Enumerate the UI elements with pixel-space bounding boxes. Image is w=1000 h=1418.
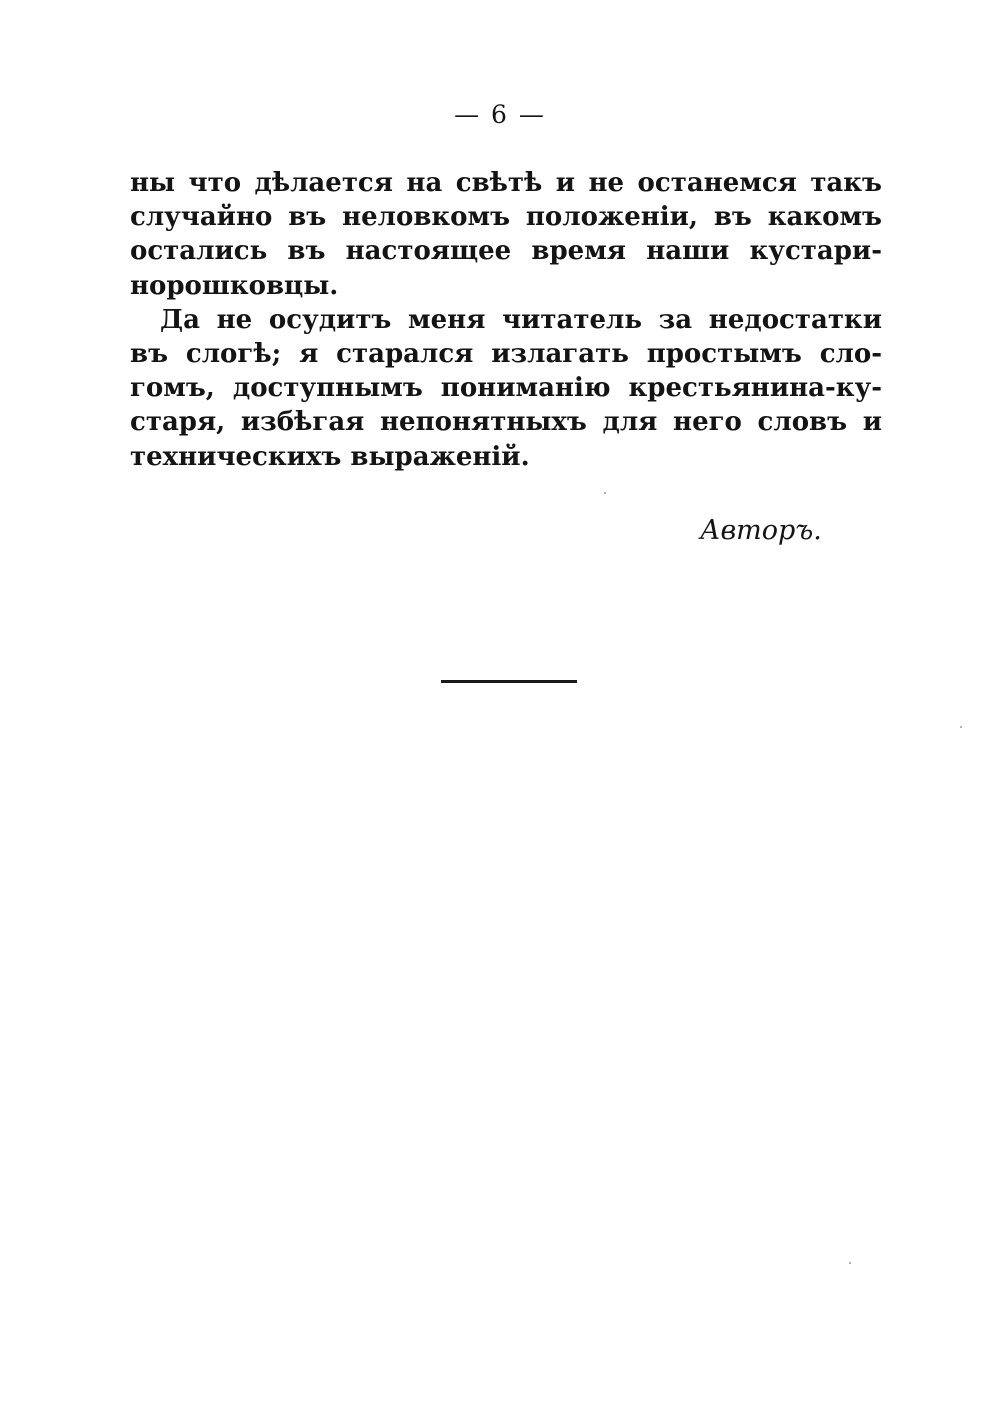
text-line: случайно въ неловкомъ положеніи, въ какомъ: [130, 202, 882, 233]
text-line: въ слогѣ; я старался излагать простымъ сло-: [130, 338, 882, 369]
text-line: норошковцы.: [130, 270, 339, 301]
text-line: гомъ, доступнымъ пониманію крестьянина-ку-: [130, 373, 882, 404]
text-line: старя, избѣгая непонятныхъ для него словъ и: [130, 407, 882, 438]
paragraph-2: [130, 303, 882, 474]
text-line: остались въ настоящее время наши кустари-: [130, 236, 882, 267]
scan-speck: [960, 726, 962, 728]
author-signature: Авторъ.: [700, 515, 822, 546]
page-number: — 6 —: [454, 100, 546, 129]
paragraph-1: [130, 166, 882, 303]
body-text: [130, 166, 882, 474]
section-divider: [441, 680, 577, 683]
text-line: техническихъ выраженій.: [130, 441, 530, 472]
scan-speck: [604, 492, 606, 494]
text-line: ны что дѣлается на свѣтѣ и не останемся такъ: [130, 168, 882, 198]
scan-speck: [849, 1262, 851, 1264]
text-line: Да не осудитъ меня читатель за недостатки: [160, 304, 882, 335]
